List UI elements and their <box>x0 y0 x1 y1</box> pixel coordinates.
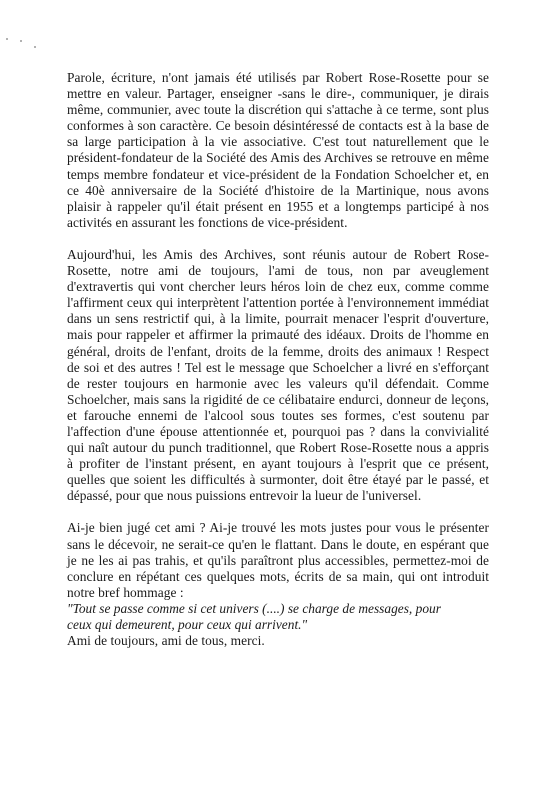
scan-speck <box>20 40 22 42</box>
paragraph-1: Parole, écriture, n'ont jamais été utilisés par Robert Rose-Rosette pour se mettre en valeur. Partager, enseigner -sans le dire-, communiquer, je dirais même, communier, avec toute la discrétion qui s'attache à ce terme, sont plus conformes à son caractère. Ce besoin désintéressé de contacts est à la base de sa large participation à la vie associative. C'est tout naturellement que le président-fondateur de la Société des Amis des Archives se retrouve en même temps membre fondateur et vice-président de la Fondation Schoelcher et, en ce 40è anniversaire de la Société d'histoire de la Martinique, nous avons plaisir à rappeler qu'il était présent en 1955 et a longtemps participé à nos activités en assurant les fonctions de vice-président. <box>67 70 489 230</box>
paragraph-gap <box>67 504 489 520</box>
quotation-line-2: ceux qui demeurent, pour ceux qui arrivent." <box>67 617 308 632</box>
scan-speck <box>34 46 36 48</box>
quotation <box>67 601 489 633</box>
document-body <box>67 70 489 649</box>
quotation-line-1: "Tout se passe comme si cet univers (....) se charge de messages, pour <box>67 600 441 616</box>
paragraph-3: Ai-je bien jugé cet ami ? Ai-je trouvé les mots justes pour vous le présenter sans le décevoir, ne serait-ce qu'en le flattant. Dans le doute, en espérant que je ne les ai pas trahis, et qu'ils paraîtront plus accessibles, permettez-moi de conclure en répétant ces quelques mots, écrits de sa main, qui ont introduit notre bref hommage : <box>67 520 489 600</box>
closing-line: Ami de toujours, ami de tous, merci. <box>67 633 265 649</box>
paragraph-2: Aujourd'hui, les Amis des Archives, sont réunis autour de Robert Rose-Rosette, notre ami de toujours, l'ami de tous, non par aveuglement d'extravertis qui vont chercher leurs héros loin de chez eux, comme comme l'affirment ceux qui interprètent l'attention portée à l'environnement immédiat dans un sens restrictif qui, à la limite, pourrait menacer l'esprit d'ouverture, mais pour rappeler et affirmer la primauté des idéaux. Droits de l'homme en général, droits de l'enfant, droits de la femme, droits des animaux ! Respect de soi et des autres ! Tel est le message que Schoelcher a livré en s'efforçant de rester toujours en harmonie avec les valeurs qu'il défendait. Comme Schoelcher, mais sans la rigidité de ce célibataire endurci, donneur de leçons, et farouche ennemi de l'alcool sous toutes ses formes, c'est soutenu par l'affection d'une épouse attentionnée et, pourquoi pas ? dans la convivialité qui naît autour du punch traditionnel, que Robert Rose-Rosette nous a appris à profiter de l'instant présent, en ayant toujours à l'esprit que ce présent, quelles que soient les difficultés à surmonter, doit être étayé par le passé, et dépassé, pour que nous puissions entrevoir la lueur de l'universel. <box>67 246 489 504</box>
paragraph-gap <box>67 231 489 247</box>
scan-speck <box>6 38 8 40</box>
